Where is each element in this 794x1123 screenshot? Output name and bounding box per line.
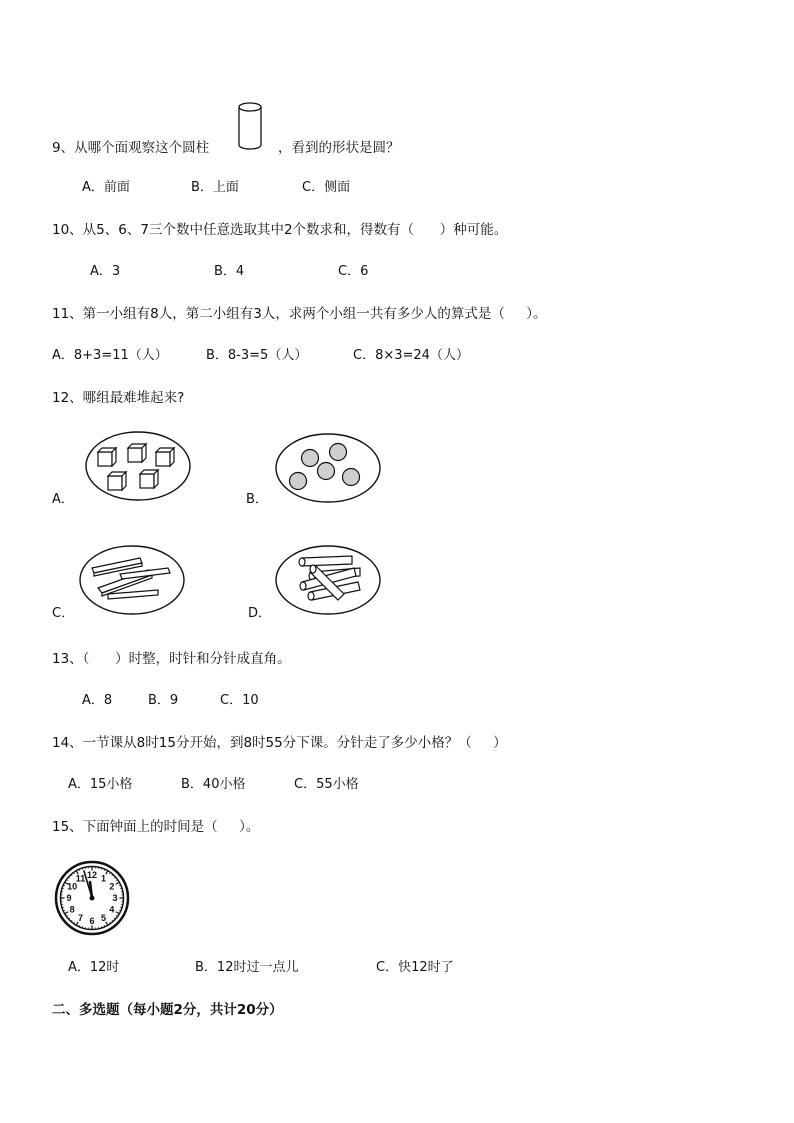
clock-number: 9: [66, 893, 72, 904]
q14-option-c[interactable]: C．55小格: [294, 777, 359, 792]
q15-text: 15、下面钟面上的时间是（ ）。: [52, 819, 260, 835]
q10-option-b[interactable]: B．4: [214, 264, 245, 279]
q11-option-b[interactable]: B．8-3=5（人）: [206, 348, 308, 363]
q12-text: 12、哪组最难堆起来?: [52, 390, 185, 406]
q15-option-c[interactable]: C．快12时了: [376, 960, 454, 975]
clock-number: 3: [112, 893, 118, 904]
section-2-title: 二、多选题（每小题2分，共计20分）: [52, 1002, 283, 1018]
q13-option-a[interactable]: A．8: [82, 693, 113, 708]
balls-plate-icon[interactable]: [274, 432, 382, 504]
q12-option-c[interactable]: C．: [52, 606, 75, 621]
q14-option-b[interactable]: B．40小格: [181, 777, 246, 792]
q15-option-a[interactable]: A．12时: [68, 960, 120, 975]
q9-option-c[interactable]: C．侧面: [302, 180, 351, 195]
clock-number: 11: [75, 873, 86, 884]
cylinders-plate-icon[interactable]: [274, 544, 382, 616]
cubes-plate-icon[interactable]: [84, 430, 192, 502]
clock-number: 10: [67, 881, 78, 892]
q13-option-b[interactable]: B．9: [148, 693, 179, 708]
q9-suffix: ，看到的形状是圆？: [278, 140, 400, 156]
q9-prefix: 9、从哪个面观察这个圆柱: [52, 140, 210, 156]
q10-option-a[interactable]: A．3: [90, 264, 121, 279]
q11-text: 11、第一小组有8人，第二小组有3人，求两个小组一共有多少人的算式是（ ）。: [52, 306, 547, 322]
q13-text: 13、（ ）时整，时针和分针成直角。: [52, 651, 291, 667]
clock-number: 4: [109, 904, 115, 915]
cylinder-icon: [236, 101, 266, 153]
clock-number: 1: [100, 873, 107, 884]
q9-option-a[interactable]: A．前面: [82, 180, 130, 195]
q14-option-a[interactable]: A．15小格: [68, 777, 133, 792]
q10-option-c[interactable]: C．6: [338, 264, 369, 279]
q15-option-b[interactable]: B．12时过一点儿: [195, 960, 299, 975]
clock-number: 6: [89, 916, 95, 927]
planks-plate-icon[interactable]: [78, 544, 186, 616]
q9-option-b[interactable]: B．上面: [191, 180, 239, 195]
q12-option-a[interactable]: A．: [52, 492, 74, 507]
clock-number: 12: [86, 870, 98, 881]
clock-number: 2: [109, 881, 115, 892]
q11-option-a[interactable]: A．8+3=11（人）: [52, 348, 168, 363]
q13-option-c[interactable]: C．10: [220, 693, 259, 708]
clock-face-icon: [54, 860, 130, 936]
q11-option-c[interactable]: C．8×3=24（人）: [353, 348, 469, 363]
q12-option-b[interactable]: B．: [246, 492, 268, 507]
clock-number: 7: [77, 913, 84, 924]
q12-option-d[interactable]: D．: [248, 606, 272, 621]
q10-text: 10、从5、6、7三个数中任意选取其中2个数求和，得数有（ ）种可能。: [52, 222, 508, 238]
clock-number: 8: [69, 904, 75, 915]
clock-number: 5: [100, 913, 107, 924]
q14-text: 14、一节课从8时15分开始，到8时55分下课。分针走了多少小格？（ ）: [52, 735, 507, 751]
